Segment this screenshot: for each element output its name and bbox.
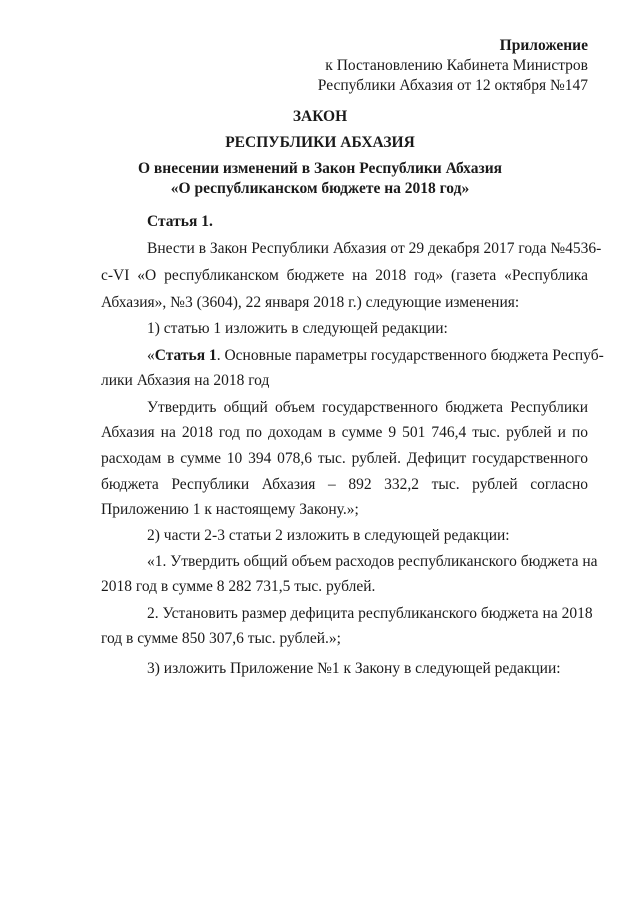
point1-line-2: 2018 год в сумме 8 282 731,5 тыс. рублей. (101, 578, 376, 595)
quote-line-2: лики Абхазия на 2018 год (101, 372, 270, 389)
law-title: ЗАКОН (292, 108, 348, 125)
article-heading: Статья 1. (147, 213, 213, 230)
annex-line-1: к Постановлению Кабинета Министров (325, 57, 588, 74)
para-line-2: Абхазия на 2018 год по доходам в сумме 9 501 746,4 тыс. рублей и по (101, 424, 588, 441)
subtitle-line-2: «О республиканском бюджете на 2018 год» (170, 180, 470, 197)
intro-line-3: Абхазия», №3 (3604), 22 января 2018 г.) следующие изменения: (101, 294, 520, 311)
intro-line-2: с-VI «О республиканском бюджете на 2018 год» (газета «Республика (101, 267, 588, 284)
point1-line-1: «1. Утвердить общий объем расходов республиканского бюджета на (147, 553, 598, 570)
subtitle-line-1: О внесении изменений в Закон Республики Абхазия (137, 160, 503, 177)
annex-label: Приложение (499, 37, 588, 54)
annex-block (318, 36, 588, 96)
quote-rest: . Основные параметры государственного бюджета Респуб- (216, 347, 604, 364)
para-line-3: расходам в сумме 10 394 078,6 тыс. рублей. Дефицит государственного (101, 450, 588, 467)
para-line-1: Утвердить общий объем государственного бюджета Республики (147, 399, 588, 416)
item-2: 2) части 2-3 статьи 2 изложить в следующей редакции: (147, 527, 510, 544)
item-3: 3) изложить Приложение №1 к Закону в следующей редакции: (147, 660, 561, 677)
quote-line-1 (147, 347, 604, 365)
point2-line-1: 2. Установить размер дефицита республиканского бюджета на 2018 (147, 605, 593, 622)
republic-title: РЕСПУБЛИКИ АБХАЗИЯ (225, 134, 415, 151)
point2-line-2: год в сумме 850 307,6 тыс. рублей.»; (101, 630, 341, 647)
para-line-4: бюджета Республики Абхазия – 892 332,2 тыс. рублей согласно (101, 476, 588, 493)
quote-article-bold: Статья 1 (154, 347, 217, 364)
quote-open: « (147, 347, 155, 364)
annex-line-2: Республики Абхазия от 12 октября №147 (317, 77, 588, 94)
intro-line-1: Внести в Закон Республики Абхазия от 29 декабря 2017 года №4536- (147, 240, 602, 257)
para-line-5: Приложению 1 к настоящему Закону.»; (101, 501, 359, 518)
item-1: 1) статью 1 изложить в следующей редакции: (147, 320, 448, 337)
